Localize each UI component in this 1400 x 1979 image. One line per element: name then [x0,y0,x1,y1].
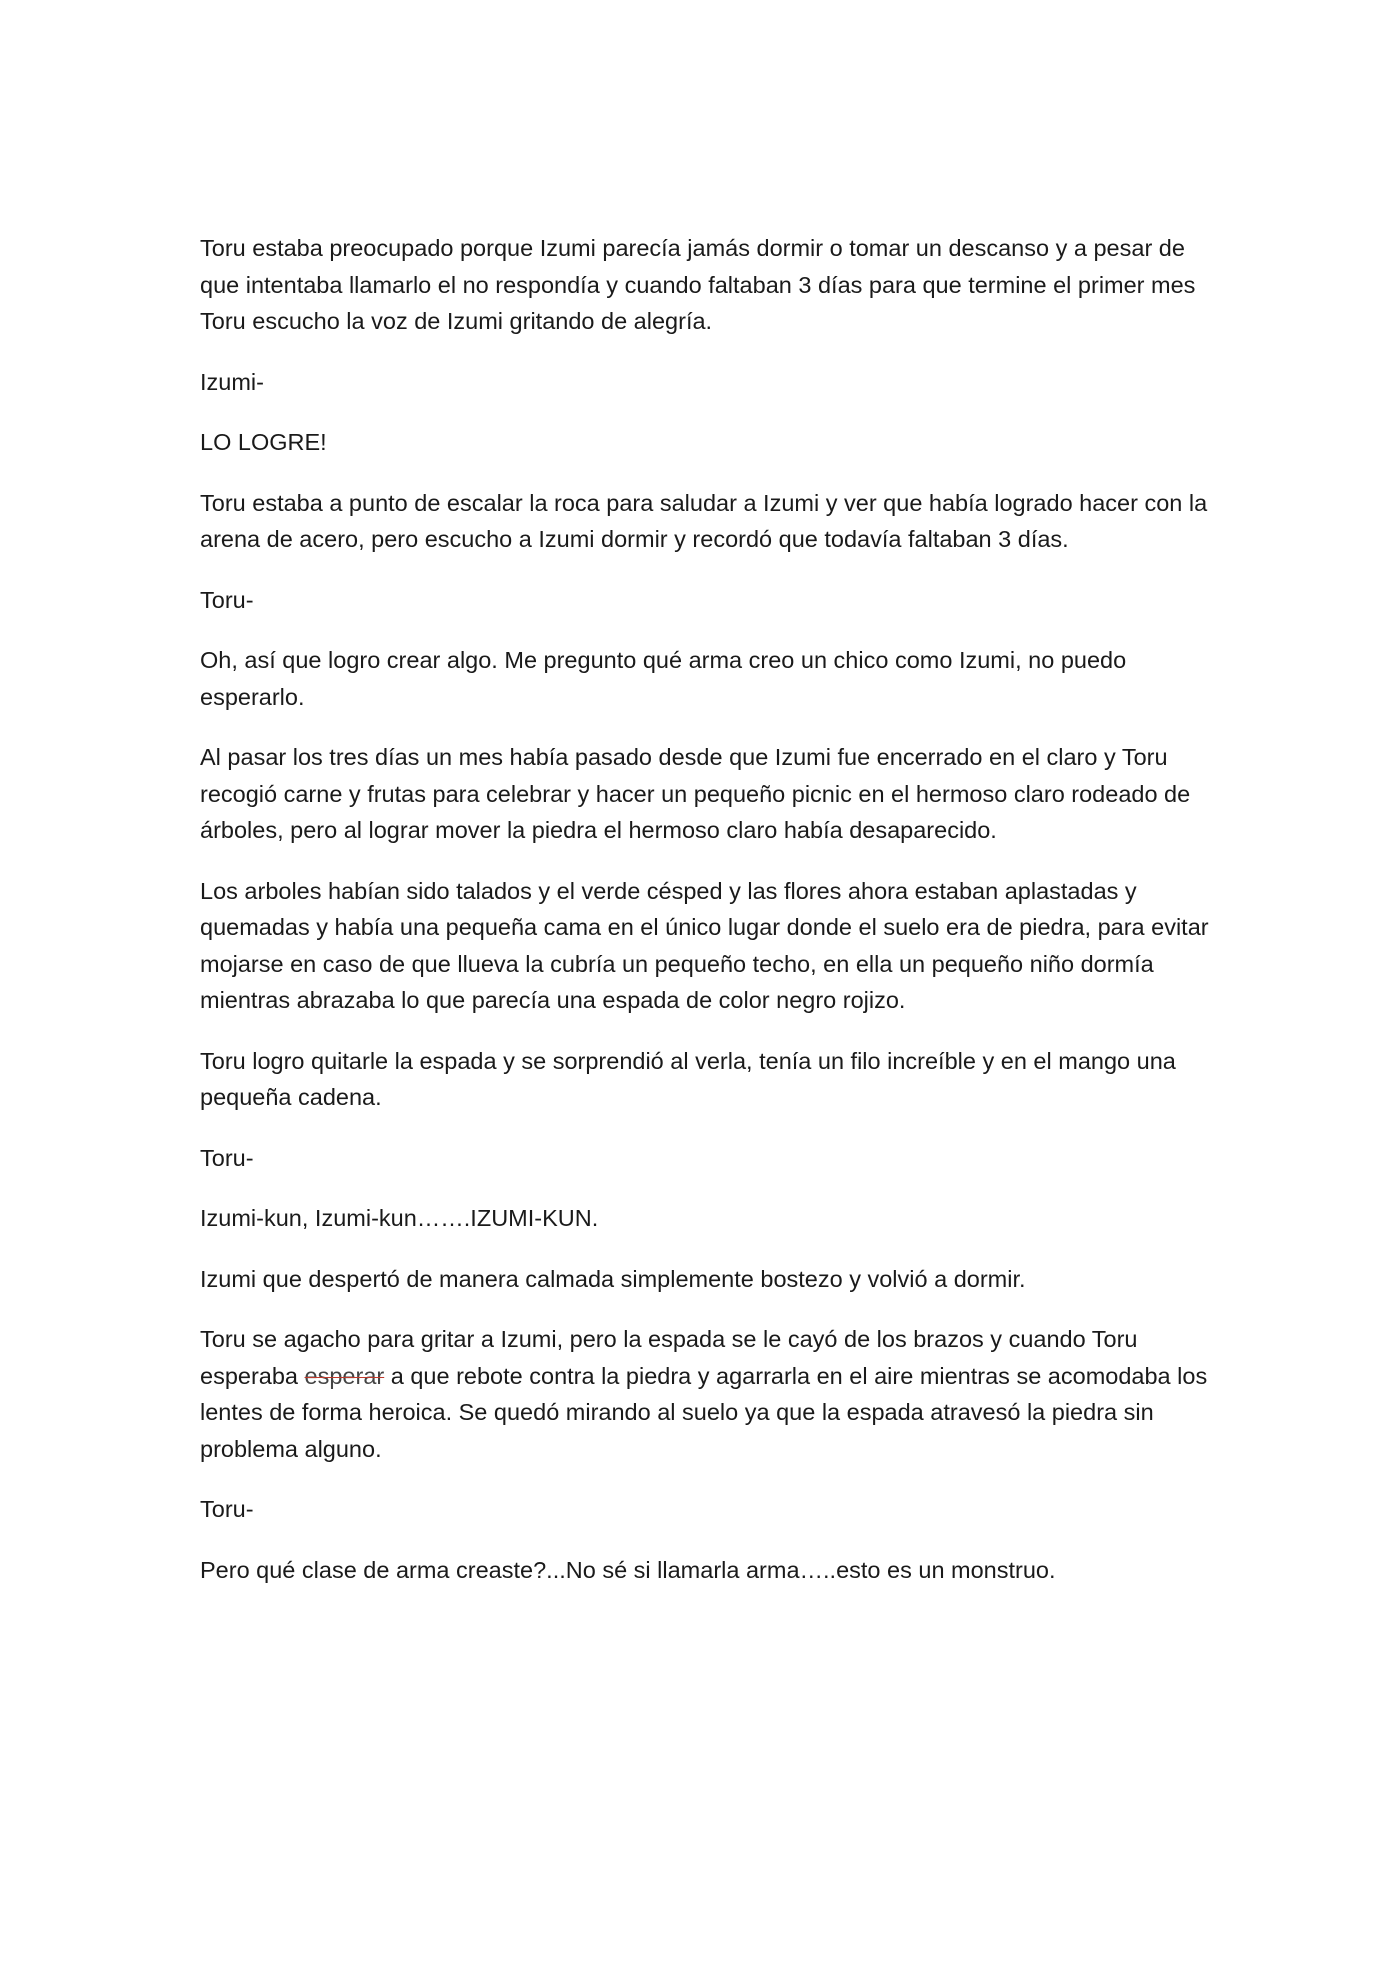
paragraph: Izumi que despertó de manera calmada simplemente bostezo y volvió a dormir. [200,1265,1026,1292]
paragraph: Toru estaba a punto de escalar la roca para saludar a Izumi y ver que había logrado hacer con la arena de acero, pero escucho a Izumi dormir y recordó que todavía faltaban 3 días. [200,489,1208,552]
speaker-label: Izumi- [200,368,264,395]
paragraph-with-edit [200,1321,1210,1467]
paragraph: Al pasar los tres días un mes había pasado desde que Izumi fue encerrado en el claro y Toru recogió carne y frutas para celebrar y hacer un pequeño picnic en el hermoso claro rodeado de árboles, pero al lograr mover la piedra el hermoso claro había desaparecido. [200,744,1191,843]
document-body [200,230,1210,1612]
paragraph: Los arboles habían sido talados y el verde césped y las flores ahora estaban aplastadas y quemadas y había una pequeña cama en el único lugar donde el suelo era de piedra, para evitar mojarse en caso de que llueva la cubría un pequeño techo, en ella un pequeño niño dormía mientras abrazaba lo que parecía una espada de color negro rojizo. [200,877,1209,1013]
paragraph: Toru estaba preocupado porque Izumi parecía jamás dormir o tomar un descanso y a pesar de que intentaba llamarlo el no respondía y cuando faltaban 3 días para que termine el primer mes Toru escucho la voz de Izumi gritando de alegría. [200,235,1196,334]
speaker-label: Toru- [200,1144,254,1171]
edit-text-after: a que rebote contra la piedra y agarrarla en el aire mientras se acomodaba los lentes de forma heroica. Se quedó mirando al suelo ya que la espada atravesó la piedra sin problema alguno. [200,1362,1208,1462]
dialogue-line: Izumi-kun, Izumi-kun…….IZUMI-KUN. [200,1205,599,1231]
speaker-label: Toru- [200,586,254,613]
speaker-label: Toru- [200,1496,254,1522]
dialogue-line: Pero qué clase de arma creaste?...No sé si llamarla arma…..esto es un monstruo. [200,1556,1056,1583]
paragraph: Toru logro quitarle la espada y se sorprendió al verla, tenía un filo increíble y en el mango una pequeña cadena. [200,1047,1176,1110]
edit-text-before: Toru se agacho para gritar a Izumi, pero la espada se le cayó de los brazos y cuando Toru esperaba [200,1326,1138,1389]
dialogue-line: Oh, así que logro crear algo. Me pregunto qué arma creo un chico como Izumi, no puedo esperarlo. [200,647,1127,710]
dialogue-line: LO LOGRE! [200,429,327,455]
struck-word: esperar [304,1362,385,1389]
